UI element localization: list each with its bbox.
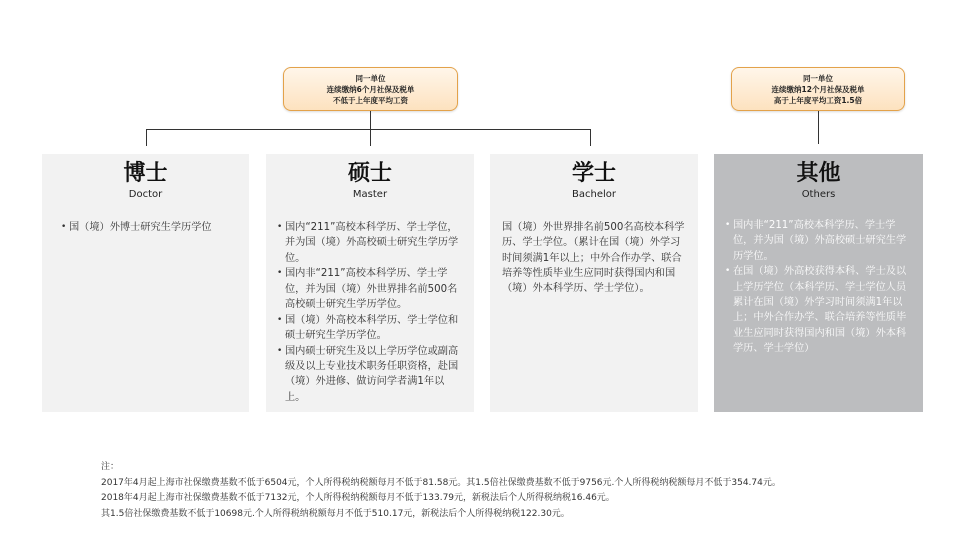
connector-left-stem (370, 111, 371, 130)
column-doctor (42, 154, 249, 412)
column-others (714, 154, 923, 412)
master-title: 硕士 (347, 161, 392, 186)
callout-left-line-1: 同一单位 (355, 74, 386, 83)
notes (101, 460, 781, 522)
doctor-subtitle: Doctor (128, 189, 163, 200)
list-item: • 国（境）外高校本科学历、学士学位和硕士研究生学历学位。 (277, 313, 463, 344)
list-item: • 国内非“211”高校本科学历、学士学位，并为国（境）外高校硕士研究生学历学位。 (725, 218, 911, 264)
list-item: • 国内非“211”高校本科学历、学士学位，并为国（境）外世界排名前500名高校硕士研究生学历学位。 (277, 266, 463, 312)
doctor-title: 博士 (123, 161, 168, 186)
callout-right-line-1: 同一单位 (803, 74, 833, 83)
callout-right (731, 67, 905, 111)
connector-doctor (146, 129, 147, 146)
list-item: • 国内硕士研究生及以上学历学位或副高级及以上专业技术职务任职资格，赴国（境）外进修、做访问学者满1年以上。 (277, 344, 463, 405)
connector-others (818, 111, 819, 144)
list-item: • 国内“211”高校本科学历、学士学位，并为国（境）外高校硕士研究生学历学位。 (277, 220, 463, 266)
others-list (725, 218, 911, 357)
column-master (266, 154, 474, 412)
doctor-list (61, 220, 241, 236)
master-subtitle: Master (352, 189, 388, 200)
list-item: • 国（境）外博士研究生学历学位 (61, 220, 241, 235)
others-title: 其他 (796, 161, 841, 186)
list-item: • 在国（境）外高校获得本科、学士及以上学历学位（本科学历、学士学位人员累计在国（境）外学习时间须满1年以上；中外合作办学、联合培养等性质毕业生应同时获得国内和国（境）外本科学历、学士学位） (725, 264, 911, 356)
connector-bachelor (590, 129, 591, 146)
notes-label: 注： (101, 462, 120, 472)
bachelor-title: 学士 (571, 161, 616, 186)
notes-line-2: 2018年4月起上海市社保缴费基数不低于7132元，个人所得税纳税额每月不低于133.79元，新税法后个人所得税纳税16.46元。 (101, 493, 615, 503)
notes-line-3: 其1.5倍社保缴费基数不低于10698元.个人所得税纳税额每月不低于510.17元，新税法后个人所得税纳税122.30元。 (101, 508, 570, 519)
connector-master (370, 129, 371, 146)
bachelor-subtitle: Bachelor (572, 189, 616, 200)
master-list (277, 220, 463, 406)
notes-line-1: 2017年4月起上海市社保缴费基数不低于6504元，个人所得税纳税额每月不低于81.58元。其1.5倍社保缴费基数不低于9756元.个人所得税纳税额每月不低于354.74元。 (101, 477, 781, 488)
column-bachelor (490, 154, 698, 412)
bachelor-text: 国（境）外世界排名前500名高校本科学历、学士学位。（累计在国（境）外学习时间须满1年以上；中外合作办学、联合培养等性质毕业生应同时获得国内和国（境）外本科学历、学士学位）。 (502, 222, 685, 295)
others-subtitle: Others (801, 189, 836, 200)
callout-left (283, 67, 458, 111)
callout-left-line-3: 不低于上年度平均工资 (333, 96, 408, 105)
callout-right-line-3: 高于上年度平均工资1.5倍 (773, 96, 863, 105)
callout-left-line-2: 连续缴纳6个月社保及税单 (326, 85, 415, 94)
connector-horizontal (146, 129, 591, 130)
callout-right-line-2: 连续缴纳12个月社保及税单 (771, 85, 865, 94)
